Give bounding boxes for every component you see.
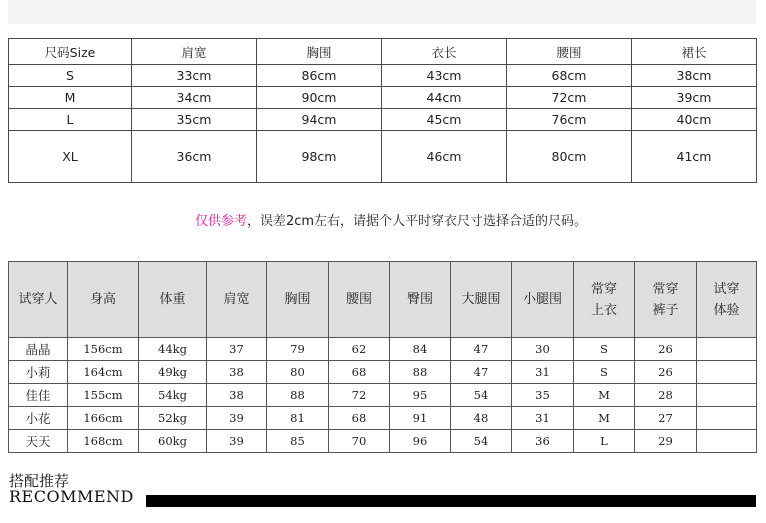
fit-header-cell: 小腿围 [512,262,574,338]
size-cell: 80cm [507,131,632,183]
fit-cell: M [574,384,635,407]
fit-cell: 70 [329,430,390,453]
fit-cell: 54kg [139,384,207,407]
disclaimer-highlight: 仅供参考 [194,214,247,229]
size-cell: 44cm [382,87,507,109]
fit-row [9,361,757,384]
size-cell: 36cm [132,131,257,183]
size-cell: 72cm [507,87,632,109]
size-cell: 39cm [632,87,757,109]
fit-cell: 62 [329,338,390,361]
recommend-title: 搭配推荐 [9,472,70,490]
fit-header-cell: 肩宽 [207,262,267,338]
model-name: 天天 [9,430,68,453]
fit-header-cell: 腰围 [329,262,390,338]
fit-cell: 38 [207,384,267,407]
size-cell: 40cm [632,109,757,131]
fit-cell: 155cm [68,384,139,407]
size-cell: 33cm [132,65,257,87]
size-cell: 46cm [382,131,507,183]
fit-cell: 47 [451,338,512,361]
fit-header-cell: 常穿上衣 [574,262,635,338]
fit-header-cell: 臀围 [390,262,451,338]
size-disclaimer [0,210,766,229]
fit-cell: 96 [390,430,451,453]
fit-cell: 164cm [68,361,139,384]
size-header-row [9,39,757,65]
fit-cell [697,338,757,361]
fit-cell: 48 [451,407,512,430]
model-name: 小花 [9,407,68,430]
fit-header-cell: 大腿围 [451,262,512,338]
fit-row [9,338,757,361]
recommend-divider-bar [146,495,756,507]
size-row [9,87,757,109]
fit-header-cell: 常穿裤子 [635,262,697,338]
size-cell: 34cm [132,87,257,109]
fit-row [9,430,757,453]
size-chart-table [8,38,757,183]
size-cell: 76cm [507,109,632,131]
disclaimer-text: ，误差2cm左右，请据个人平时穿衣尺寸选择合适的尺码。 [246,214,588,229]
fit-cell: 84 [390,338,451,361]
fit-cell: 35 [512,384,574,407]
fit-cell: S [574,361,635,384]
fit-cell: 68 [329,361,390,384]
model-name: 佳佳 [9,384,68,407]
recommend-subtitle: RECOMMEND [9,487,134,506]
fit-cell: 38 [207,361,267,384]
size-label: XL [9,131,132,183]
size-cell: 38cm [632,65,757,87]
fit-cell [697,361,757,384]
size-cell: 43cm [382,65,507,87]
size-cell: 86cm [257,65,382,87]
fit-cell: 79 [267,338,329,361]
fit-cell: L [574,430,635,453]
fit-header-cell: 体重 [139,262,207,338]
fit-cell: 39 [207,430,267,453]
fit-cell: 91 [390,407,451,430]
fit-cell: 60kg [139,430,207,453]
size-label: S [9,65,132,87]
fit-cell: 168cm [68,430,139,453]
fit-cell: 49kg [139,361,207,384]
model-name: 晶晶 [9,338,68,361]
size-cell: 35cm [132,109,257,131]
fit-cell: 54 [451,384,512,407]
fit-cell: 30 [512,338,574,361]
size-cell: 98cm [257,131,382,183]
size-row [9,131,757,183]
fit-cell: 31 [512,361,574,384]
fit-cell: 26 [635,338,697,361]
size-cell: 45cm [382,109,507,131]
fit-cell: 47 [451,361,512,384]
size-header-cell: 衣长 [382,39,507,65]
fit-cell: 26 [635,361,697,384]
size-header-cell: 尺码Size [9,39,132,65]
size-label: M [9,87,132,109]
fit-header-cell: 试穿人 [9,262,68,338]
size-cell: 68cm [507,65,632,87]
fit-cell: 72 [329,384,390,407]
fit-cell: 88 [267,384,329,407]
size-header-cell: 肩宽 [132,39,257,65]
model-name: 小莉 [9,361,68,384]
fit-cell [697,430,757,453]
fit-header-cell: 试穿体验 [697,262,757,338]
fit-cell: 29 [635,430,697,453]
size-header-cell: 腰围 [507,39,632,65]
fit-cell: 85 [267,430,329,453]
fit-cell: 39 [207,407,267,430]
fit-cell: 81 [267,407,329,430]
fit-cell: 44kg [139,338,207,361]
fit-cell: 27 [635,407,697,430]
fit-row [9,384,757,407]
size-header-cell: 裙长 [632,39,757,65]
size-label: L [9,109,132,131]
fit-cell: 52kg [139,407,207,430]
fit-cell: M [574,407,635,430]
fit-row [9,407,757,430]
fit-cell: 54 [451,430,512,453]
fit-cell: 156cm [68,338,139,361]
fit-cell: 37 [207,338,267,361]
fit-header-row [9,262,757,338]
fit-cell: S [574,338,635,361]
size-cell: 41cm [632,131,757,183]
size-cell: 94cm [257,109,382,131]
size-cell: 90cm [257,87,382,109]
fit-cell: 80 [267,361,329,384]
fit-cell: 28 [635,384,697,407]
fit-header-cell: 胸围 [267,262,329,338]
fit-cell [697,407,757,430]
top-banner-strip [8,0,756,24]
fit-cell: 31 [512,407,574,430]
fit-cell: 68 [329,407,390,430]
fit-cell: 166cm [68,407,139,430]
fit-cell: 36 [512,430,574,453]
size-row [9,65,757,87]
size-header-cell: 胸围 [257,39,382,65]
fit-cell [697,384,757,407]
fit-header-cell: 身高 [68,262,139,338]
fit-cell: 88 [390,361,451,384]
fitting-reference-table [8,261,757,453]
fit-cell: 95 [390,384,451,407]
size-row [9,109,757,131]
